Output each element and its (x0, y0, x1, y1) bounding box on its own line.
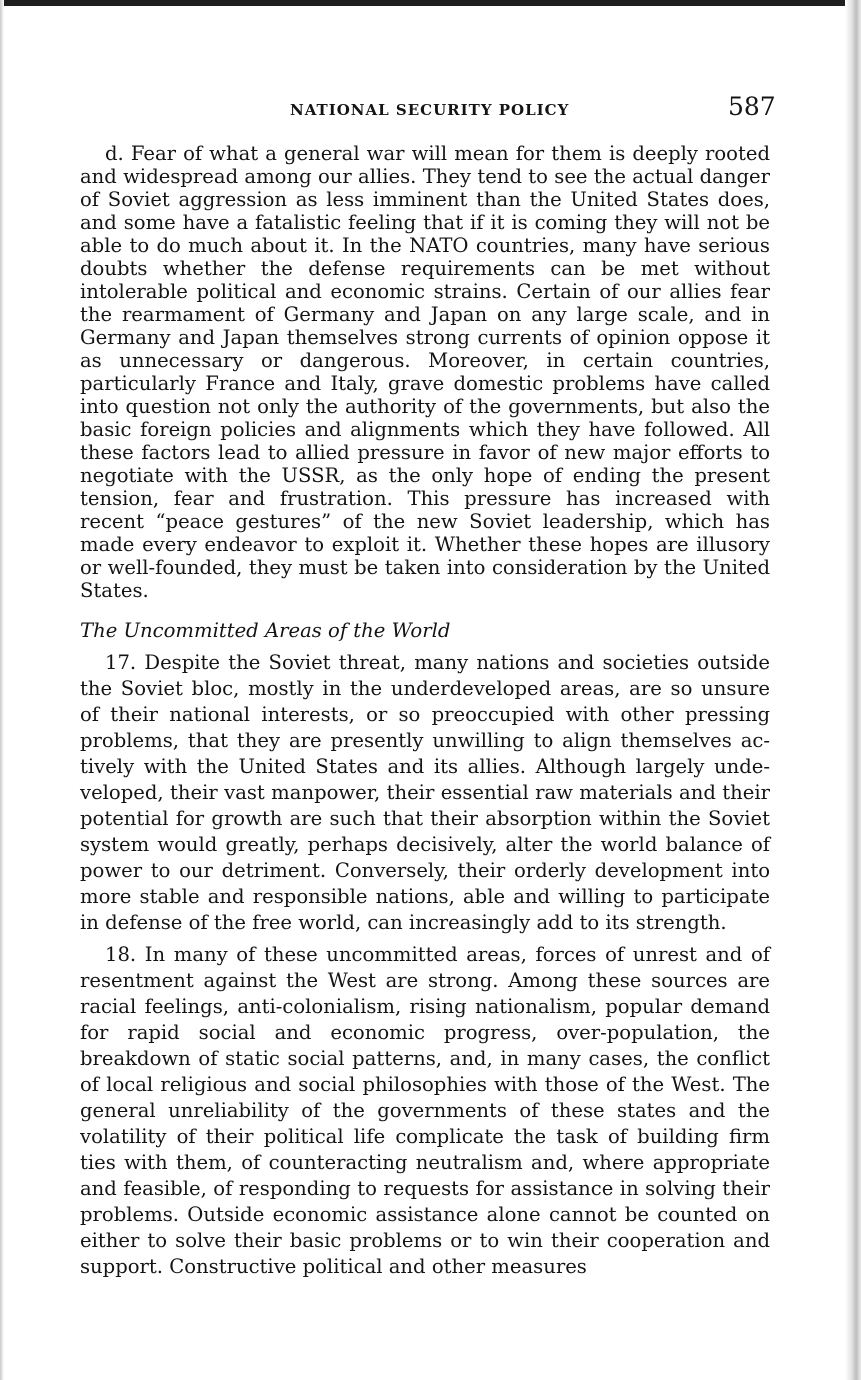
paragraph-d: d. Fear of what a general war will mean for them is deeply rooted and widespread among our allies. They tend to see the actual danger of Soviet aggression as less imminent than the United States does, and some have a fatalistic feeling that if it is coming they will not be able to do much about it. In the NATO countries, many have serious doubts whether the defense requirements can be met without intolerable political and economic strains. Certain of our allies fear the rearmament of Germany and Japan on any large scale, and in Germany and Japan themselves strong currents of opinion oppose it as unnecessary or dangerous. Moreover, in certain countries, particularly France and Italy, grave domestic problems have called into question not only the authority of the governments, but also the basic foreign policies and alignments which they have followed. All these factors lead to allied pressure in favor of new major efforts to negotiate with the USSR, as the only hope of ending the present tension, fear and frustration. This pressure has increased with recent “peace gestures” of the new Soviet leadership, which has made every endeavor to exploit it. Whether these hopes are illusory or well-founded, they must be taken into consideration by the United States. (80, 142, 770, 602)
page-header (0, 92, 861, 132)
section-heading: The Uncommitted Areas of the World (80, 619, 451, 642)
paragraph-18: 18. In many of these uncommitted areas, forces of unrest and of resentment against the West are strong. Among these sources are racial feelings, anti-colonialism, rising nationalism, popular demand for rapid social and economic progress, over-population, the breakdown of static social patterns, and, in many cases, the conflict of local religious and social philosophies with those of the West. The general unreliability of the governments of these states and the volatility of their political life complicate the task of building firm ties with them, of counteracting neutralism and, where appropriate and feasible, of responding to requests for assistance in solving their problems. Outside economic assistance alone cannot be counted on either to solve their basic problems or to win their cooperation and support. Constructive political and other measures (80, 943, 770, 1278)
page-body (80, 142, 770, 1280)
scan-right-edge (845, 0, 861, 1380)
paragraph-17: 17. Despite the Soviet threat, many nations and societies outside the Soviet bloc, mostly in the underdeveloped areas, are so unsure of their national interests, or so preoccupied with other pressing problems, that they are presently unwilling to align themselves actively with the United States and its allies. Although largely undeveloped, their vast manpower, their essential raw materials and their potential for growth are such that their absorption within the Soviet system would greatly, perhaps decisively, alter the world balance of power to our detriment. Conversely, their orderly development into more stable and responsible nations, able and willing to participate in defense of the free world, can increasingly add to its strength. (80, 651, 770, 934)
running-head: NATIONAL SECURITY POLICY (290, 101, 570, 119)
scan-top-border (0, 0, 861, 6)
scan-left-edge (0, 0, 4, 1380)
page-number: 587 (728, 92, 776, 121)
